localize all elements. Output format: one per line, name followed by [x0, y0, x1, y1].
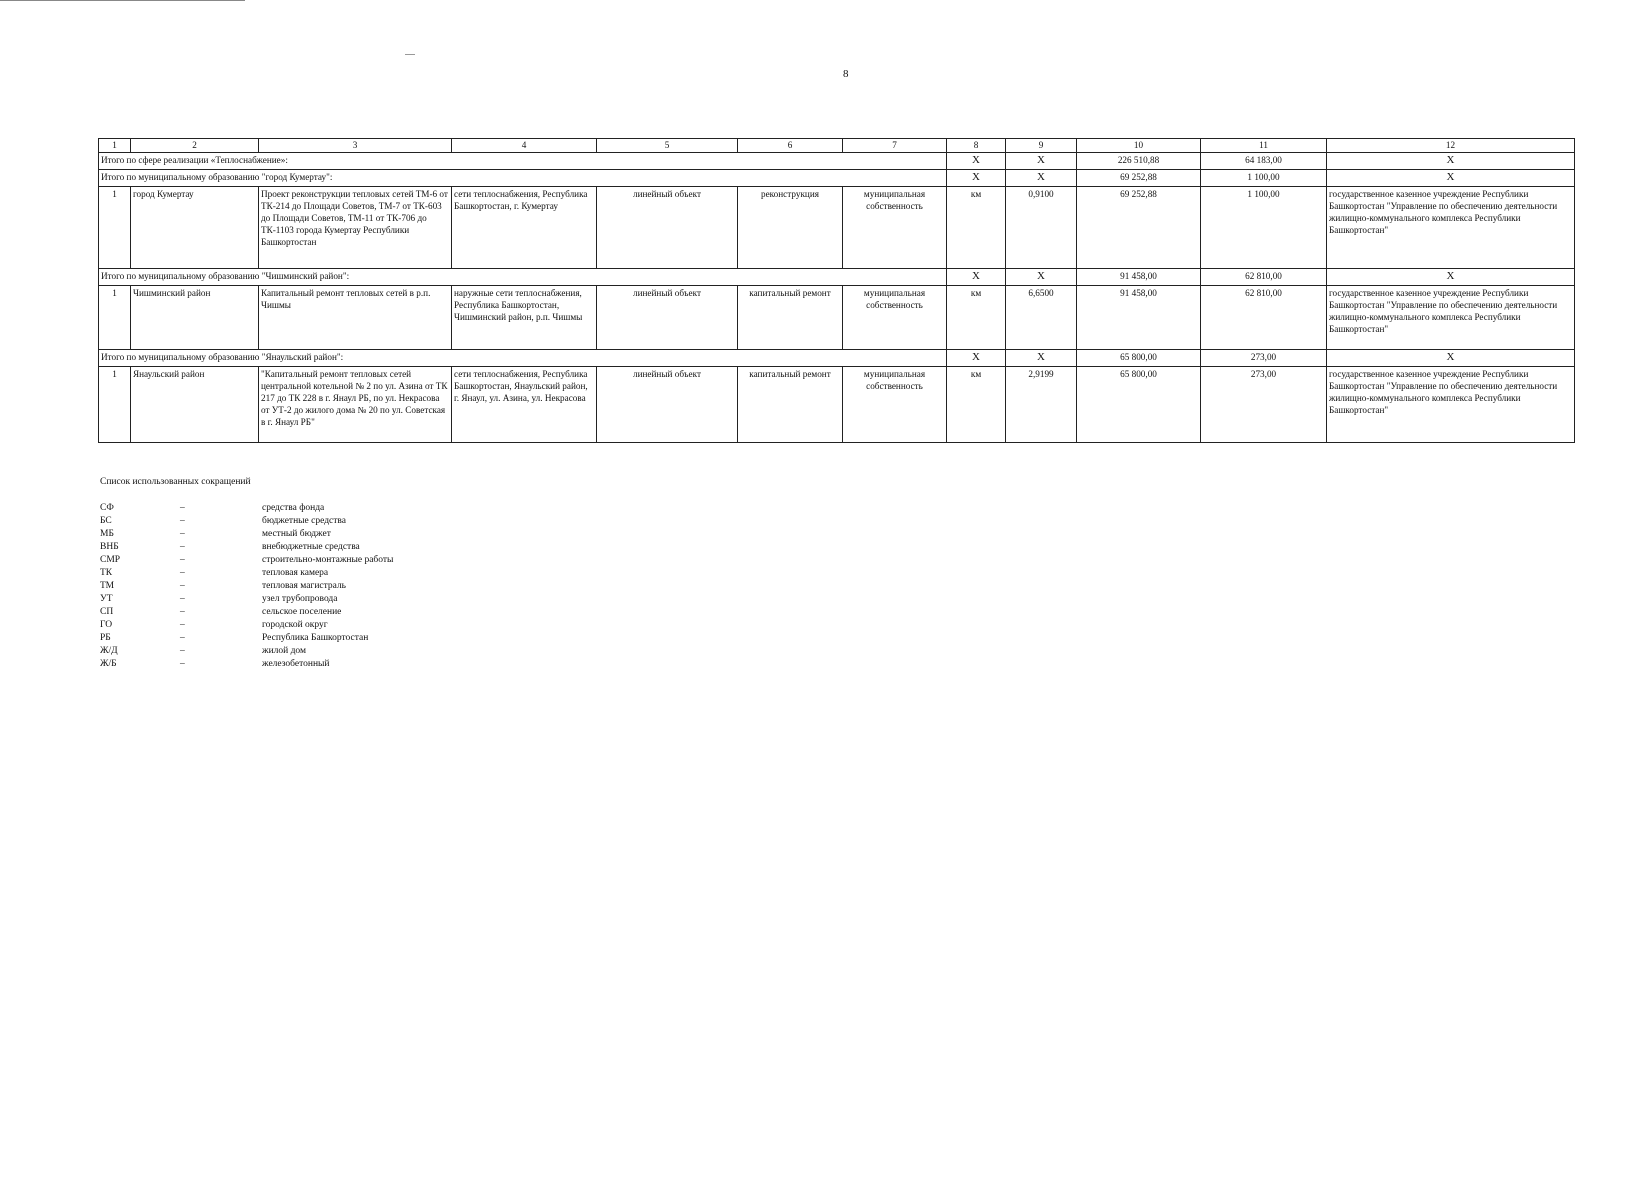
object-name-cell: "Капитальный ремонт тепловых сетей центральной котельной № 2 по ул. Азина от ТК 217 до ТК 228 в г. Янаул РБ, по ул. Некрасова от УТ-2 до жилого дома № 20 по ул. Советская в г. Янаул РБ"	[259, 367, 452, 443]
object-type-cell: линейный объект	[597, 187, 738, 269]
abbr-code: ВНБ	[100, 542, 119, 552]
total-cost: 226 510,88	[1077, 153, 1201, 170]
abbr-desc: строительно-монтажные работы	[262, 555, 394, 565]
total-label: Итого по сфере реализации «Теплоснабжение»:	[99, 153, 947, 170]
scan-edge-line	[0, 0, 245, 1]
abbr-dash: –	[180, 659, 185, 669]
abbr-code: ТМ	[100, 581, 115, 591]
location-cell: сети теплоснабжения, Республика Башкортостан, г. Кумертау	[452, 187, 597, 269]
abbr-dash: –	[180, 581, 185, 591]
abbr-desc: бюджетные средства	[262, 516, 346, 526]
section-total-row	[99, 350, 1575, 367]
total-cell: Х	[1327, 269, 1575, 286]
object-type-cell: линейный объект	[597, 367, 738, 443]
unit-cell: км	[947, 286, 1006, 350]
abbr-code: УТ	[100, 594, 113, 604]
customer-cell: государственное казенное учреждение Республики Башкортостан "Управление по обеспечению деятельности жилищно-коммунального комплекса Республики Башкортостан"	[1327, 286, 1575, 350]
total-cell: Х	[1006, 170, 1077, 187]
heat-supply-table	[98, 138, 1575, 443]
section-total-amount: 62 810,00	[1201, 269, 1327, 286]
abbr-desc: местный бюджет	[262, 529, 331, 539]
object-name-cell: Капитальный ремонт тепловых сетей в р.п. Чишмы	[259, 286, 452, 350]
work-type-cell: капитальный ремонт	[738, 367, 843, 443]
abbr-desc: средства фонда	[262, 503, 325, 513]
abbr-desc: тепловая магистраль	[262, 581, 347, 591]
ownership-cell: муниципальная собственность	[843, 286, 947, 350]
abbr-code: Ж/Д	[100, 646, 118, 656]
row-number: 1	[99, 286, 131, 350]
total-cell: Х	[1327, 153, 1575, 170]
work-type-cell: капитальный ремонт	[738, 286, 843, 350]
list-item	[100, 502, 522, 515]
scan-mark	[405, 54, 415, 55]
list-item	[100, 632, 522, 645]
abbr-dash: –	[180, 516, 185, 526]
customer-cell: государственное казенное учреждение Республики Башкортостан "Управление по обеспечению деятельности жилищно-коммунального комплекса Республики Башкортостан"	[1327, 187, 1575, 269]
abbr-desc: городской округ	[262, 620, 328, 630]
header-cell: 5	[597, 139, 738, 153]
total-cell: Х	[947, 153, 1006, 170]
work-type-cell: реконструкция	[738, 187, 843, 269]
abbr-code: Ж/Б	[100, 659, 117, 669]
table-row	[99, 286, 1575, 350]
total-cell: Х	[947, 269, 1006, 286]
row-number: 1	[99, 187, 131, 269]
list-item	[100, 619, 522, 632]
header-cell: 4	[452, 139, 597, 153]
abbr-dash: –	[180, 555, 185, 565]
list-item	[100, 580, 522, 593]
section-total-label: Итого по муниципальному образованию "Чишминский район":	[99, 269, 947, 286]
abbr-code: ТК	[100, 568, 113, 578]
abbr-code: БС	[100, 516, 112, 526]
section-total-amount: 273,00	[1201, 350, 1327, 367]
abbr-code: СФ	[100, 503, 114, 513]
total-cell: Х	[947, 350, 1006, 367]
list-item	[100, 515, 522, 528]
abbr-dash: –	[180, 503, 185, 513]
abbr-dash: –	[180, 607, 185, 617]
list-item	[100, 567, 522, 580]
abbr-desc: внебюджетные средства	[262, 542, 360, 552]
amount-cell: 273,00	[1201, 367, 1327, 443]
abbr-desc: Республика Башкортостан	[262, 633, 369, 643]
header-cell: 8	[947, 139, 1006, 153]
abbr-desc: железобетонный	[262, 659, 330, 669]
header-cell: 2	[131, 139, 259, 153]
municipality-cell: Янаульский район	[131, 367, 259, 443]
capacity-cell: 6,6500	[1006, 286, 1077, 350]
list-item	[100, 528, 522, 541]
abbr-desc: узел трубопровода	[262, 594, 338, 604]
total-cell: Х	[947, 170, 1006, 187]
section-total-cost: 65 800,00	[1077, 350, 1201, 367]
abbr-code: МБ	[100, 529, 114, 539]
abbr-code: СМР	[100, 555, 121, 565]
section-total-cost: 91 458,00	[1077, 269, 1201, 286]
total-cell: Х	[1006, 269, 1077, 286]
list-item	[100, 593, 522, 606]
abbr-dash: –	[180, 542, 185, 552]
municipality-cell: город Кумертау	[131, 187, 259, 269]
abbr-desc: тепловая камера	[262, 568, 329, 578]
total-amount: 64 183,00	[1201, 153, 1327, 170]
abbr-desc: сельское поселение	[262, 607, 342, 617]
ownership-cell: муниципальная собственность	[843, 187, 947, 269]
abbreviations-list	[100, 502, 522, 671]
abbr-code: РБ	[100, 633, 111, 643]
header-cell: 1	[99, 139, 131, 153]
header-cell: 3	[259, 139, 452, 153]
ownership-cell: муниципальная собственность	[843, 367, 947, 443]
abbr-dash: –	[180, 620, 185, 630]
header-cell: 6	[738, 139, 843, 153]
total-cell: Х	[1006, 153, 1077, 170]
abbr-desc: жилой дом	[262, 646, 307, 656]
abbr-code: СП	[100, 607, 114, 617]
table-row	[99, 367, 1575, 443]
abbr-dash: –	[180, 568, 185, 578]
unit-cell: км	[947, 367, 1006, 443]
capacity-cell: 2,9199	[1006, 367, 1077, 443]
table-row	[99, 187, 1575, 269]
cost-cell: 65 800,00	[1077, 367, 1201, 443]
list-item	[100, 606, 522, 619]
section-total-row	[99, 170, 1575, 187]
object-type-cell: линейный объект	[597, 286, 738, 350]
grand-total-row	[99, 153, 1575, 170]
unit-cell: км	[947, 187, 1006, 269]
header-row	[99, 139, 1575, 153]
section-total-label: Итого по муниципальному образованию "Янаульский район":	[99, 350, 947, 367]
abbr-dash: –	[180, 594, 185, 604]
total-cell: Х	[1327, 350, 1575, 367]
location-cell: сети теплоснабжения, Республика Башкортостан, Янаульский район, г. Янаул, ул. Азина, ул. Некрасова	[452, 367, 597, 443]
header-cell: 10	[1077, 139, 1201, 153]
abbr-code: ГО	[100, 620, 113, 630]
header-cell: 12	[1327, 139, 1575, 153]
section-total-label: Итого по муниципальному образованию "город Кумертау":	[99, 170, 947, 187]
section-total-row	[99, 269, 1575, 286]
amount-cell: 1 100,00	[1201, 187, 1327, 269]
cost-cell: 69 252,88	[1077, 187, 1201, 269]
object-name-cell: Проект реконструкции тепловых сетей ТМ-6 от ТК-214 до Площади Советов, ТМ-7 от ТК-603 до Площади Советов, ТМ-11 от ТК-706 до ТК-1103 города Кумертау Республики Башкортостан	[259, 187, 452, 269]
abbr-dash: –	[180, 529, 185, 539]
list-item	[100, 554, 522, 567]
abbr-dash: –	[180, 646, 185, 656]
abbreviations-title: Список использованных сокращений	[100, 477, 251, 487]
cost-cell: 91 458,00	[1077, 286, 1201, 350]
capacity-cell: 0,9100	[1006, 187, 1077, 269]
amount-cell: 62 810,00	[1201, 286, 1327, 350]
section-total-amount: 1 100,00	[1201, 170, 1327, 187]
municipality-cell: Чишминский район	[131, 286, 259, 350]
abbr-dash: –	[180, 633, 185, 643]
location-cell: наружные сети теплоснабжения, Республика Башкортостан, Чишминский район, р.п. Чишмы	[452, 286, 597, 350]
header-cell: 7	[843, 139, 947, 153]
list-item	[100, 541, 522, 554]
header-cell: 11	[1201, 139, 1327, 153]
row-number: 1	[99, 367, 131, 443]
header-cell: 9	[1006, 139, 1077, 153]
list-item	[100, 645, 522, 658]
list-item	[100, 658, 522, 671]
customer-cell: государственное казенное учреждение Республики Башкортостан "Управление по обеспечению деятельности жилищно-коммунального комплекса Республики Башкортостан"	[1327, 367, 1575, 443]
section-total-cost: 69 252,88	[1077, 170, 1201, 187]
page-number: 8	[843, 68, 849, 80]
total-cell: Х	[1006, 350, 1077, 367]
total-cell: Х	[1327, 170, 1575, 187]
